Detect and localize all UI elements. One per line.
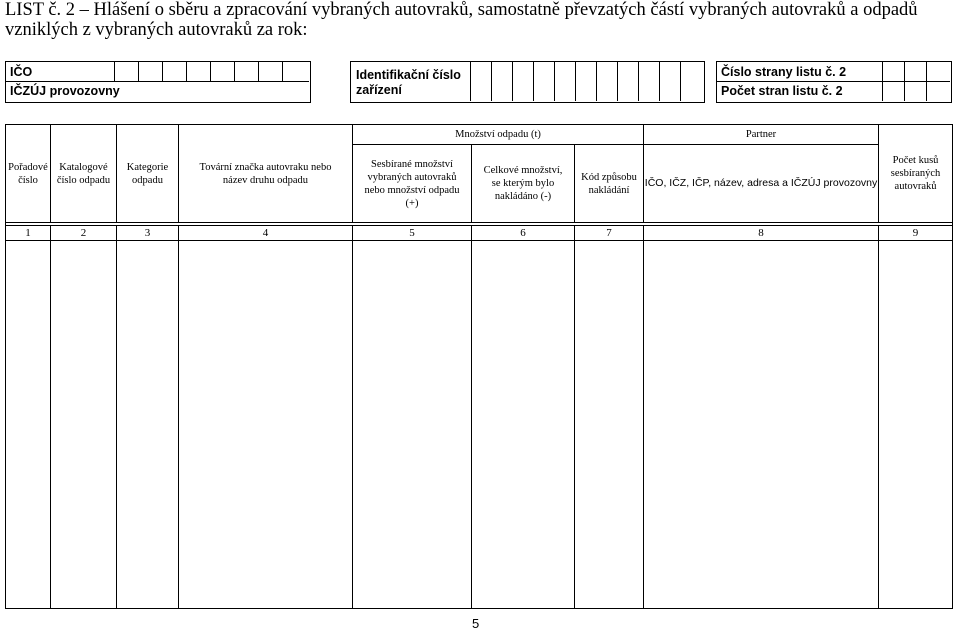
header-waste-category: Kategorie odpadu (117, 125, 179, 223)
entry-cell-waste-category[interactable] (117, 241, 179, 609)
device-id-label-line1: Identifikační číslo (356, 68, 461, 82)
entry-cell-catalog-number[interactable] (51, 241, 117, 609)
header-handling-code: Kód způsobu nakládání (575, 145, 644, 223)
waste-report-table (5, 124, 953, 609)
entry-cell-handled-quantity[interactable] (472, 241, 575, 609)
column-number: 8 (644, 226, 879, 241)
column-number: 5 (353, 226, 472, 241)
column-number: 1 (6, 226, 51, 241)
header-partner-details: IČO, IČZ, IČP, název, adresa a IČZÚJ provozovny (644, 145, 879, 223)
ico-input-cells[interactable] (114, 62, 309, 81)
header-catalog-number: Katalogové číslo odpadu (51, 125, 117, 223)
column-number: 4 (179, 226, 353, 241)
column-number: 3 (117, 226, 179, 241)
header-collected-quantity: Sesbírané množství vybraných autovraků nebo množství odpadu (+) (353, 145, 472, 223)
header-group-quantity: Množství odpadu (t) (353, 125, 644, 145)
entry-cell-collected-count[interactable] (879, 241, 953, 609)
device-id-box (350, 61, 705, 103)
column-number: 9 (879, 226, 953, 241)
entry-area-row (6, 241, 953, 609)
device-id-input-cells[interactable] (470, 62, 703, 101)
form-title: LIST č. 2 – Hlášení o sběru a zpracování vybraných autovraků, samostatně převzatých částí vybraných autovraků a odpadů vzniklých z vybraných autovraků za rok: (5, 0, 918, 40)
entry-cell-order-number[interactable] (6, 241, 51, 609)
sheet-numbering-box (716, 61, 952, 103)
ico-label: IČO (10, 65, 33, 79)
header-order-number: Pořadové číslo (6, 125, 51, 223)
sheet-number-cells[interactable] (882, 62, 950, 101)
header-collected-count: Počet kusů sesbíraných autovraků (879, 125, 953, 223)
entry-cell-brand-or-waste-name[interactable] (179, 241, 353, 609)
iczuj-label: IČZÚJ provozovny (10, 84, 120, 98)
ico-iczuj-box (5, 61, 311, 103)
column-number: 2 (51, 226, 117, 241)
header-handled-quantity: Celkové množství, se kterým bylo nakládáno (-) (472, 145, 575, 223)
entry-cell-partner-details[interactable] (644, 241, 879, 609)
header-group-partner: Partner (644, 125, 879, 145)
column-number: 7 (575, 226, 644, 241)
column-number-row (6, 226, 953, 241)
entry-cell-collected-quantity[interactable] (353, 241, 472, 609)
header-brand-or-waste-name: Tovární značka autovraku nebo název druhu odpadu (179, 125, 353, 223)
sheet-number-label: Číslo strany listu č. 2 (721, 65, 847, 79)
page-number: 5 (472, 616, 480, 631)
column-number: 6 (472, 226, 575, 241)
entry-cell-handling-code[interactable] (575, 241, 644, 609)
sheet-count-label: Počet stran listu č. 2 (721, 84, 843, 98)
device-id-label-line2: zařízení (356, 83, 402, 97)
